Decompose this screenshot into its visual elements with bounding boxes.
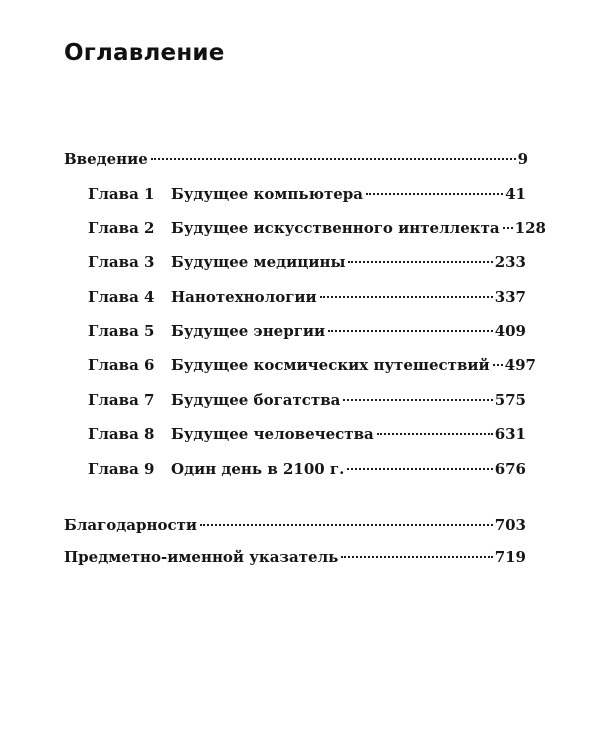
dot-leader bbox=[341, 556, 492, 558]
dot-leader bbox=[151, 158, 516, 160]
chapter-title: Один день в 2100 г. bbox=[171, 460, 345, 478]
toc-entry-page-number: 409 bbox=[494, 322, 526, 340]
dot-leader bbox=[343, 399, 492, 401]
toc-entry-chapter-5 bbox=[171, 320, 526, 342]
chapter-number: Глава 4 bbox=[88, 288, 155, 306]
chapter-number: Глава 6 bbox=[88, 356, 155, 374]
toc-entry-chapter-6 bbox=[171, 354, 536, 376]
chapter-title: Нанотехнологии bbox=[171, 288, 317, 306]
toc-entry-chapter-8 bbox=[171, 423, 526, 445]
toc-entry-chapter-1 bbox=[171, 183, 526, 205]
chapter-title: Будущее энергии bbox=[171, 322, 326, 340]
chapter-title: Будущее человечества bbox=[171, 425, 374, 443]
toc-entry-page-number: 128 bbox=[514, 219, 546, 237]
chapter-number: Глава 8 bbox=[88, 425, 155, 443]
toc-entry-chapter-9 bbox=[171, 458, 526, 480]
toc-entry-chapter-7 bbox=[171, 389, 526, 411]
toc-entry-acknowledgements bbox=[64, 514, 526, 536]
toc-entry-page-number: 631 bbox=[494, 425, 526, 443]
chapter-title: Будущее космических путешествий bbox=[171, 356, 490, 374]
dot-leader bbox=[503, 227, 513, 229]
toc-entry-chapter-2 bbox=[171, 217, 546, 239]
toc-entry-page-number: 41 bbox=[505, 185, 526, 203]
toc-entry-page-number: 337 bbox=[494, 288, 526, 306]
chapter-number: Глава 3 bbox=[88, 253, 155, 271]
chapter-number: Глава 1 bbox=[88, 185, 155, 203]
toc-entry-label: Предметно-именной указатель bbox=[64, 548, 339, 566]
chapter-title: Будущее медицины bbox=[171, 253, 346, 271]
dot-leader bbox=[348, 261, 492, 263]
toc-entry-page-number: 9 bbox=[517, 150, 528, 168]
chapter-number: Глава 7 bbox=[88, 391, 155, 409]
dot-leader bbox=[200, 524, 493, 526]
toc-entry-label: Благодарности bbox=[64, 516, 198, 534]
dot-leader bbox=[493, 364, 503, 366]
dot-leader bbox=[320, 296, 493, 298]
toc-entry-page-number: 676 bbox=[494, 460, 526, 478]
dot-leader bbox=[347, 468, 492, 470]
toc-entry-introduction bbox=[64, 148, 528, 170]
toc-entry-page-number: 233 bbox=[494, 253, 526, 271]
toc-entry-page-number: 497 bbox=[504, 356, 536, 374]
dot-leader bbox=[366, 193, 503, 195]
toc-entry-label: Введение bbox=[64, 150, 148, 168]
chapter-number: Глава 5 bbox=[88, 322, 155, 340]
toc-entry-page-number: 575 bbox=[494, 391, 526, 409]
toc-entry-page-number: 719 bbox=[494, 548, 526, 566]
chapter-title: Будущее компьютера bbox=[171, 185, 364, 203]
page-title: Оглавление bbox=[64, 40, 225, 66]
toc-entry-chapter-4 bbox=[171, 286, 526, 308]
toc-entry-page-number: 703 bbox=[494, 516, 526, 534]
chapter-title: Будущее искусственного интеллекта bbox=[171, 219, 500, 237]
toc-entry-index bbox=[64, 546, 526, 568]
chapter-number: Глава 2 bbox=[88, 219, 155, 237]
toc-entry-chapter-3 bbox=[171, 251, 526, 273]
chapter-number: Глава 9 bbox=[88, 460, 155, 478]
dot-leader bbox=[328, 330, 493, 332]
chapter-title: Будущее богатства bbox=[171, 391, 341, 409]
dot-leader bbox=[377, 433, 493, 435]
